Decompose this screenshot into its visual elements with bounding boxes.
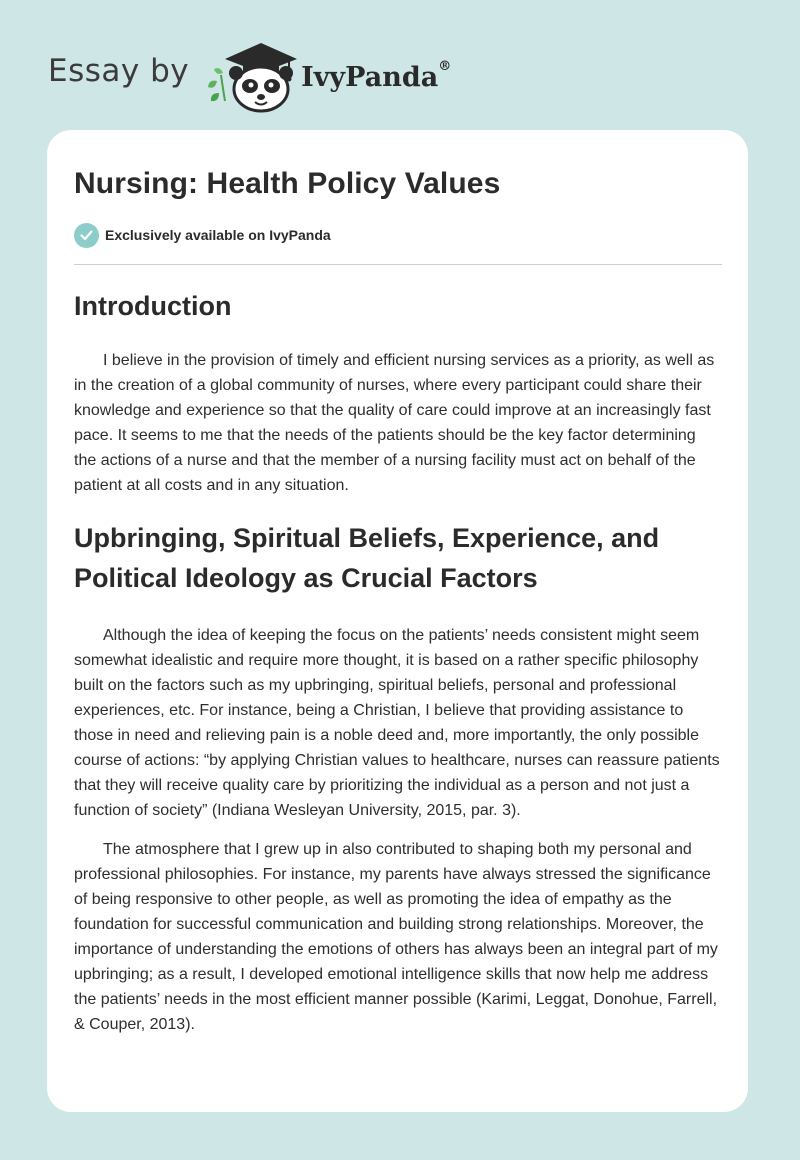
paragraph: Although the idea of keeping the focus on the patients’ needs consistent might seem somewhat idealistic and require more thought, it is based on a rather specific philosophy built on the factors such as my upbringing, spiritual beliefs, personal and professional experiences, etc. For instance, being a Christian, I believe that providing assistance to those in need and relieving pain is a noble deed and, more importantly, the only possible course of actions: “by applying Christian values to healthcare, nurses can reassure patients that they will receive quality care by prioritizing the individual as a person and not just a function of society” (Indiana Wesleyan University, 2015, par. 3). [74,627,720,819]
section-heading-upbringing: Upbringing, Spiritual Beliefs, Experience, and Political Ideology as Crucial Factors [74,523,660,593]
essay-by-label: Essay by [48,53,190,89]
registered-mark: ® [438,58,452,74]
paragraph: I believe in the provision of timely and efficient nursing services as a priority, as well as in the creation of a global community of nurses, where every participant could share their knowledge and experience so that the quality of care could improve at an increasingly fast pace. It seems to me that the needs of the patients should be the key factor determining the actions of a nurse and that the member of a nursing facility must act on behalf of the patient at all costs and in any situation. [74,352,715,494]
article-card [47,130,748,1112]
paragraph: The atmosphere that I grew up in also contributed to shaping both my personal and professional philosophies. For instance, my parents have always stressed the significance of being responsive to other people, as well as promoting the idea of empathy as the foundation for successful communication and building strong relationships. Moreover, the importance of understanding the emotions of others has always been an integral part of my upbringing; as a result, I developed emotional intelligence skills that now help me address the patients’ needs in the most efficient manner possible (Karimi, Leggat, Donohue, Farrell, & Couper, 2013). [74,841,718,1033]
divider [74,264,722,265]
exclusive-badge [74,222,722,248]
check-circle-icon [74,223,99,248]
site-header [48,36,451,116]
section-heading-introduction: Introduction [74,291,232,321]
brand-name[interactable]: IvyPanda® [301,58,452,93]
page-title: Nursing: Health Policy Values [74,167,501,200]
exclusive-label: Exclusively available on IvyPanda [105,227,331,243]
panda-graduate-icon[interactable] [203,39,299,113]
